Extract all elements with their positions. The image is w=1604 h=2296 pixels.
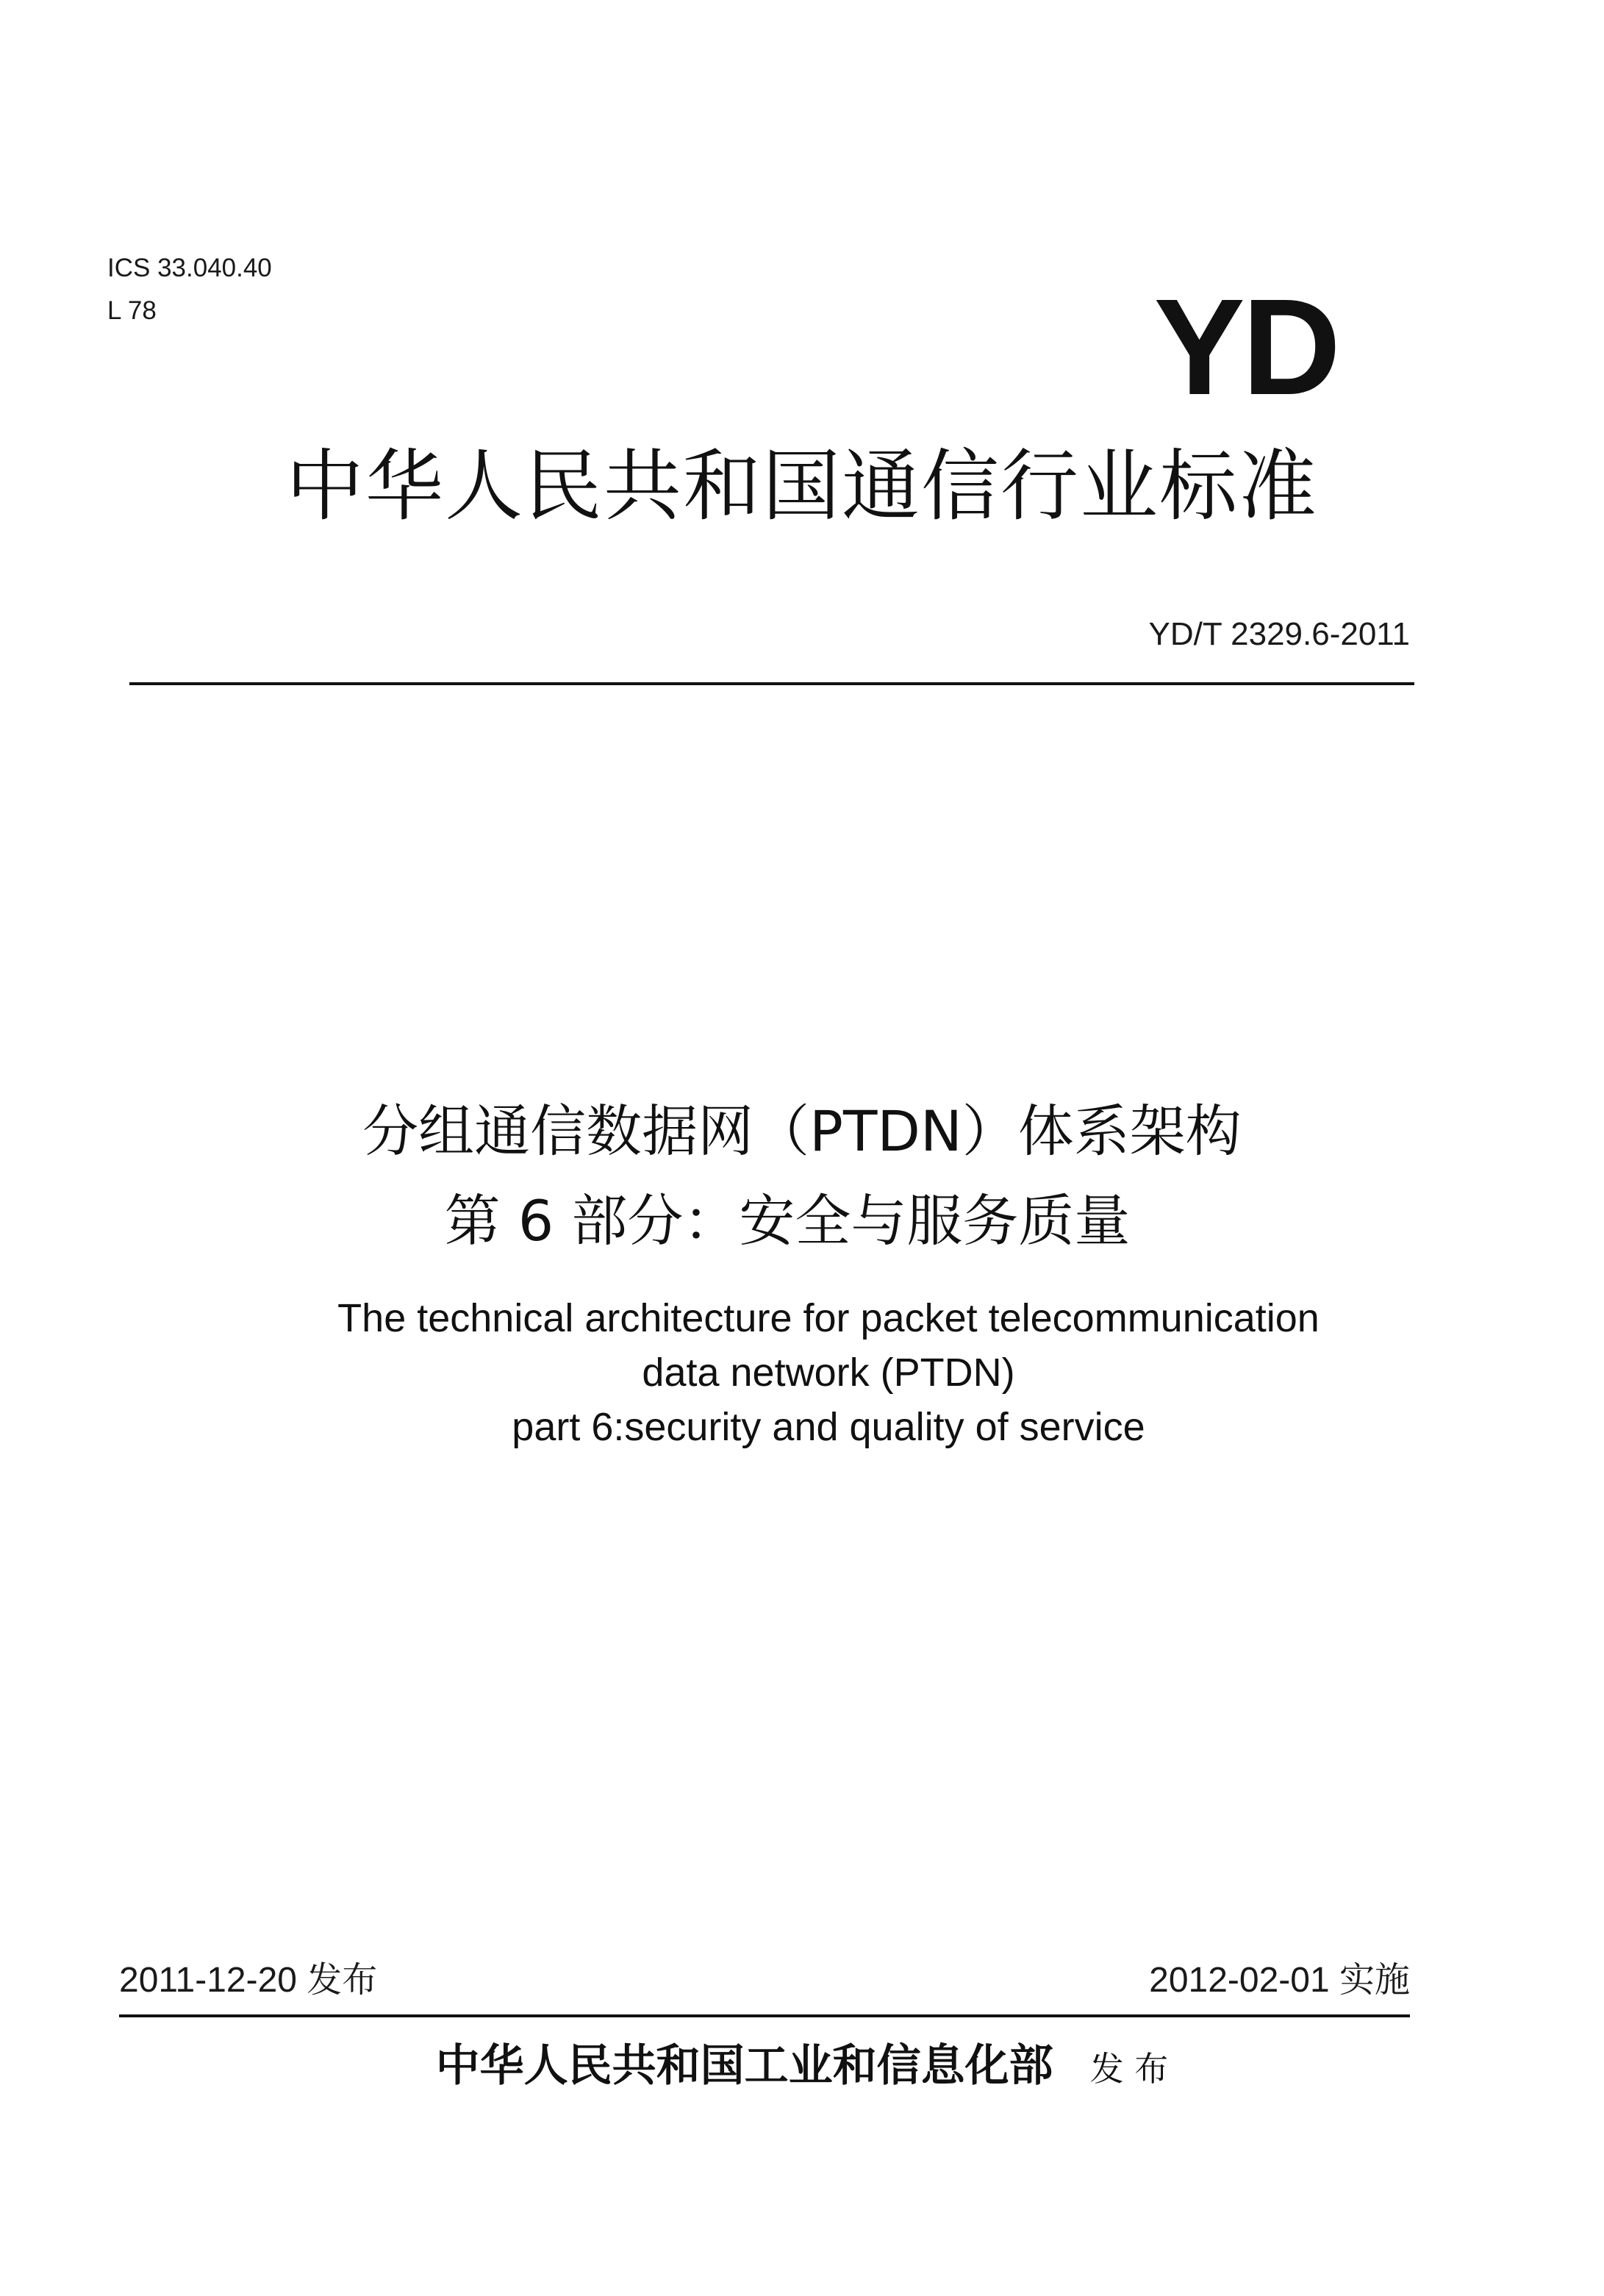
title-cn-line2: 第 6 部分：安全与服务质量 [444,1188,1131,1253]
title-en-line3: part 6:security and quality of service [512,1405,1145,1449]
classification-codes [107,247,272,332]
implementation-date: 2012-02-01 实施 [1149,1961,1410,2000]
title-en-line1: The technical architecture for packet telecommunication [337,1296,1320,1340]
top-divider [129,682,1414,685]
issue-date: 2011-12-20 发布 [119,1961,378,2000]
standard-category-title: 中华人民共和国通信行业标准 [286,441,1318,532]
title-en-line2: data network (PTDN) [642,1351,1015,1395]
publisher-organization: 中华人民共和国工业和信息化部 [435,2040,1053,2092]
ics-code: ICS 33.040.40 [107,254,272,282]
yd-logo: YD [1153,271,1338,423]
publisher-action: 发 布 [1089,2049,1169,2089]
standard-number: YD/T 2329.6-2011 [1148,616,1410,652]
title-cn-line1: 分组通信数据网（PTDN）体系架构 [362,1098,1242,1164]
publisher-line [0,2036,1604,2098]
bottom-divider [119,2014,1410,2017]
ccs-code: L 78 [107,296,157,325]
